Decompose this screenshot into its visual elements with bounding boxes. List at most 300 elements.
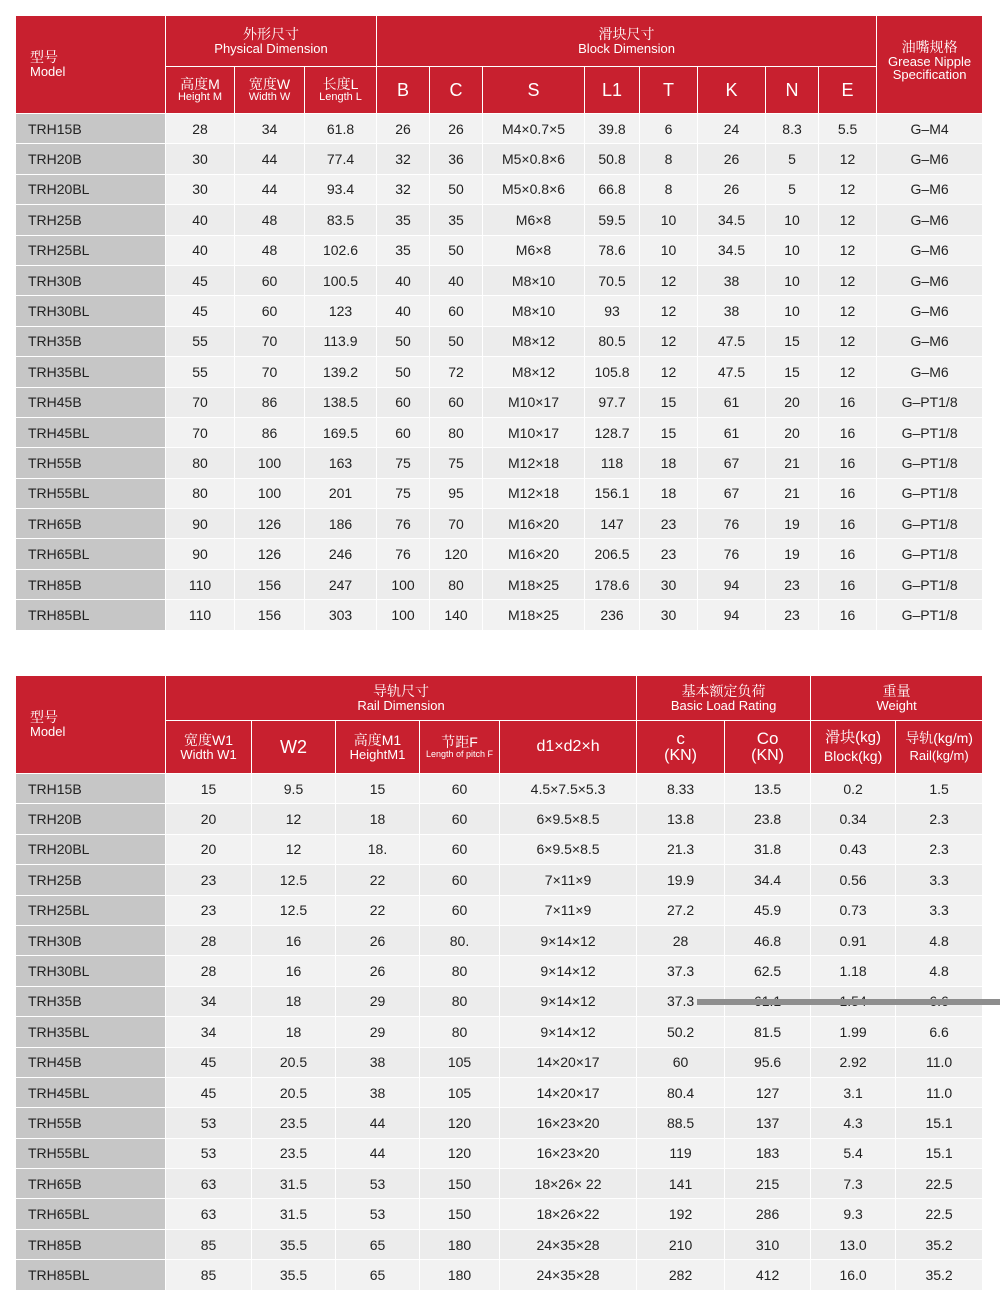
value-cell: 34.4	[725, 865, 811, 895]
value-cell: 50	[430, 174, 483, 204]
table-row	[16, 326, 983, 356]
model-cell: TRH35B	[16, 326, 166, 356]
value-cell: 119	[637, 1138, 725, 1168]
table-row	[16, 144, 983, 174]
value-cell: 138.5	[305, 387, 377, 417]
value-cell: M4×0.7×5	[483, 114, 585, 144]
value-cell: 18	[640, 478, 698, 508]
value-cell: G–PT1/8	[877, 478, 983, 508]
value-cell: 55	[166, 357, 235, 387]
value-cell: 65	[336, 1229, 420, 1259]
value-cell: 13.0	[811, 1229, 896, 1259]
value-cell: G–M6	[877, 144, 983, 174]
value-cell: 113.9	[305, 326, 377, 356]
value-cell: M12×18	[483, 448, 585, 478]
value-cell: 10	[640, 205, 698, 235]
value-cell: 6×9.5×8.5	[500, 804, 637, 834]
value-cell: M8×10	[483, 296, 585, 326]
value-cell: 26	[336, 956, 420, 986]
value-cell: 40	[166, 205, 235, 235]
value-cell: 156.1	[585, 478, 640, 508]
value-cell: 126	[235, 509, 305, 539]
value-cell: 60	[377, 417, 430, 447]
value-cell: 18	[336, 804, 420, 834]
value-cell: 22.5	[896, 1199, 983, 1229]
table-row	[16, 357, 983, 387]
value-cell: 0.2	[811, 774, 896, 804]
value-cell: 15	[336, 774, 420, 804]
model-header-2: 型号 Model	[16, 676, 166, 774]
value-cell: 183	[725, 1138, 811, 1168]
value-cell: 31.5	[252, 1169, 336, 1199]
value-cell: M5×0.8×6	[483, 144, 585, 174]
weight-header: 重量 Weight	[811, 676, 983, 721]
value-cell: 137	[725, 1108, 811, 1138]
value-cell: 15	[766, 326, 819, 356]
value-cell: 126	[235, 539, 305, 569]
value-cell: 21	[766, 478, 819, 508]
value-cell: 16	[252, 925, 336, 955]
col-b-header: B	[377, 67, 430, 114]
value-cell: 100	[377, 569, 430, 599]
value-cell: 12	[640, 296, 698, 326]
value-cell: 30	[166, 144, 235, 174]
value-cell: 30	[640, 600, 698, 630]
value-cell: 35	[430, 205, 483, 235]
value-cell: 67	[698, 448, 766, 478]
value-cell: 63	[166, 1199, 252, 1229]
value-cell: 23.5	[252, 1138, 336, 1168]
value-cell: 9×14×12	[500, 986, 637, 1016]
value-cell: 38	[336, 1077, 420, 1107]
value-cell: 123	[305, 296, 377, 326]
value-cell: 35	[377, 235, 430, 265]
value-cell: 67	[698, 478, 766, 508]
value-cell: 16	[819, 569, 877, 599]
value-cell: 7.3	[811, 1169, 896, 1199]
table-row	[16, 1077, 983, 1107]
value-cell: 75	[377, 448, 430, 478]
value-cell: 97.7	[585, 387, 640, 417]
value-cell: 12	[819, 144, 877, 174]
block-dimension-rows	[16, 114, 983, 631]
value-cell: 3.1	[811, 1077, 896, 1107]
value-cell: 81.5	[725, 1017, 811, 1047]
value-cell: 18×26× 22	[500, 1169, 637, 1199]
table-row	[16, 600, 983, 630]
value-cell: 15	[766, 357, 819, 387]
value-cell: 35.2	[896, 1260, 983, 1290]
value-cell: 5.4	[811, 1138, 896, 1168]
value-cell: 27.2	[637, 895, 725, 925]
value-cell: 35.5	[252, 1260, 336, 1290]
value-cell: 60	[235, 296, 305, 326]
model-cell: TRH85B	[16, 1229, 166, 1259]
value-cell: 12	[819, 326, 877, 356]
value-cell: 45	[166, 1047, 252, 1077]
value-cell: 23.8	[725, 804, 811, 834]
value-cell: 16	[819, 478, 877, 508]
block-weight-header: 滑块(kg) Block(kg)	[811, 721, 896, 774]
pitch-f-header: 节距F Length of pitch F	[420, 721, 500, 774]
value-cell: M8×10	[483, 265, 585, 295]
value-cell: 12	[252, 834, 336, 864]
value-cell: M6×8	[483, 205, 585, 235]
table-row	[16, 1017, 983, 1047]
value-cell: 80	[420, 1017, 500, 1047]
table-row	[16, 1047, 983, 1077]
value-cell: 4.5×7.5×5.3	[500, 774, 637, 804]
value-cell: 12	[640, 326, 698, 356]
value-cell: 83.5	[305, 205, 377, 235]
model-cell: TRH25B	[16, 865, 166, 895]
table-row	[16, 174, 983, 204]
value-cell: G–PT1/8	[877, 387, 983, 417]
value-cell: 20.5	[252, 1047, 336, 1077]
value-cell: 31.5	[252, 1199, 336, 1229]
value-cell: G–PT1/8	[877, 569, 983, 599]
value-cell: 9.5	[252, 774, 336, 804]
model-cell: TRH15B	[16, 774, 166, 804]
model-cell: TRH55BL	[16, 478, 166, 508]
value-cell: 50	[377, 357, 430, 387]
model-cell: TRH45BL	[16, 417, 166, 447]
value-cell: 53	[166, 1108, 252, 1138]
value-cell: 12.5	[252, 895, 336, 925]
table-row	[16, 205, 983, 235]
value-cell: 169.5	[305, 417, 377, 447]
table-row	[16, 235, 983, 265]
value-cell: 48	[235, 235, 305, 265]
value-cell: 16	[819, 417, 877, 447]
model-cell: TRH20B	[16, 804, 166, 834]
value-cell: 10	[766, 205, 819, 235]
value-cell: M6×8	[483, 235, 585, 265]
table-row	[16, 569, 983, 599]
model-cell: TRH30B	[16, 265, 166, 295]
value-cell: 120	[420, 1138, 500, 1168]
value-cell: 20	[166, 804, 252, 834]
block-dimension-table	[15, 15, 983, 631]
value-cell: 40	[430, 265, 483, 295]
basic-load-rating-header: 基本额定负荷 Basic Load Rating	[637, 676, 811, 721]
value-cell: 0.56	[811, 865, 896, 895]
value-cell: 18	[252, 986, 336, 1016]
value-cell: 100	[377, 600, 430, 630]
scroll-line-overlay	[697, 999, 1000, 1005]
model-cell: TRH30BL	[16, 296, 166, 326]
value-cell: 8	[640, 174, 698, 204]
value-cell: 16	[819, 387, 877, 417]
value-cell: 9×14×12	[500, 1017, 637, 1047]
value-cell: M8×12	[483, 326, 585, 356]
model-cell: TRH35BL	[16, 1017, 166, 1047]
table-row	[16, 387, 983, 417]
value-cell: G–M6	[877, 174, 983, 204]
value-cell: 120	[420, 1108, 500, 1138]
model-cell: TRH45B	[16, 1047, 166, 1077]
value-cell: 24×35×28	[500, 1260, 637, 1290]
value-cell: 4.8	[896, 925, 983, 955]
rail-dimension-rows	[16, 774, 983, 1291]
value-cell: 7×11×9	[500, 865, 637, 895]
value-cell: 10	[766, 296, 819, 326]
value-cell: M10×17	[483, 387, 585, 417]
value-cell: 8.3	[766, 114, 819, 144]
col-e-header: E	[819, 67, 877, 114]
value-cell: 16.0	[811, 1260, 896, 1290]
value-cell: 2.3	[896, 834, 983, 864]
value-cell: G–M6	[877, 326, 983, 356]
value-cell: 86	[235, 417, 305, 447]
value-cell: 10	[640, 235, 698, 265]
value-cell: 45	[166, 265, 235, 295]
value-cell: 7×11×9	[500, 895, 637, 925]
value-cell: 44	[235, 174, 305, 204]
table-row	[16, 539, 983, 569]
value-cell: 2.3	[896, 804, 983, 834]
value-cell: 186	[305, 509, 377, 539]
value-cell: G–PT1/8	[877, 539, 983, 569]
value-cell: 60	[420, 834, 500, 864]
value-cell: 62.5	[725, 956, 811, 986]
value-cell: M18×25	[483, 600, 585, 630]
rail-weight-header: 导轨(kg/m) Rail(kg/m)	[896, 721, 983, 774]
value-cell: 10	[766, 265, 819, 295]
value-cell: 16×23×20	[500, 1138, 637, 1168]
value-cell: 9.3	[811, 1199, 896, 1229]
value-cell: 156	[235, 569, 305, 599]
value-cell: 20.5	[252, 1077, 336, 1107]
value-cell: 34.5	[698, 235, 766, 265]
value-cell: 23	[640, 509, 698, 539]
value-cell: 80	[420, 986, 500, 1016]
value-cell: 94	[698, 600, 766, 630]
value-cell: M12×18	[483, 478, 585, 508]
height-m1-header: 高度M1 HeightM1	[336, 721, 420, 774]
value-cell: 105	[420, 1077, 500, 1107]
value-cell: 22.5	[896, 1169, 983, 1199]
value-cell: 12	[819, 296, 877, 326]
value-cell: 93.4	[305, 174, 377, 204]
table-row	[16, 1260, 983, 1290]
value-cell: 21	[766, 448, 819, 478]
table-row	[16, 1138, 983, 1168]
value-cell: 34	[166, 986, 252, 1016]
value-cell: 105	[420, 1047, 500, 1077]
value-cell: 9×14×12	[500, 956, 637, 986]
value-cell: 16	[819, 600, 877, 630]
value-cell: 26	[430, 114, 483, 144]
value-cell: G–M6	[877, 357, 983, 387]
value-cell: 6.6	[896, 1017, 983, 1047]
value-cell: 45	[166, 296, 235, 326]
model-cell: TRH55BL	[16, 1138, 166, 1168]
value-cell: 128.7	[585, 417, 640, 447]
value-cell: 60	[235, 265, 305, 295]
value-cell: 19.9	[637, 865, 725, 895]
value-cell: 303	[305, 600, 377, 630]
value-cell: 29	[336, 1017, 420, 1047]
value-cell: 11.0	[896, 1047, 983, 1077]
value-cell: 12	[640, 357, 698, 387]
value-cell: 20	[766, 387, 819, 417]
value-cell: M8×12	[483, 357, 585, 387]
value-cell: 95.6	[725, 1047, 811, 1077]
value-cell: 40	[166, 235, 235, 265]
value-cell: 14×20×17	[500, 1047, 637, 1077]
value-cell: G–M6	[877, 265, 983, 295]
value-cell: 178.6	[585, 569, 640, 599]
table-row	[16, 865, 983, 895]
value-cell: 21.3	[637, 834, 725, 864]
value-cell: 147	[585, 509, 640, 539]
model-cell: TRH55B	[16, 448, 166, 478]
value-cell: 6×9.5×8.5	[500, 834, 637, 864]
value-cell: 12	[819, 357, 877, 387]
value-cell: 13.8	[637, 804, 725, 834]
value-cell: 50	[377, 326, 430, 356]
value-cell: 30	[166, 174, 235, 204]
model-cell: TRH20B	[16, 144, 166, 174]
value-cell: 28	[637, 925, 725, 955]
value-cell: 47.5	[698, 357, 766, 387]
value-cell: 5	[766, 174, 819, 204]
value-cell: 28	[166, 956, 252, 986]
value-cell: 9×14×12	[500, 925, 637, 955]
value-cell: 141	[637, 1169, 725, 1199]
value-cell: 6	[640, 114, 698, 144]
value-cell: 23	[166, 895, 252, 925]
value-cell: 140	[430, 600, 483, 630]
table-row	[16, 417, 983, 447]
value-cell: 61.8	[305, 114, 377, 144]
model-cell: TRH25BL	[16, 895, 166, 925]
value-cell: 30	[640, 569, 698, 599]
model-cell: TRH35B	[16, 986, 166, 1016]
value-cell: 20	[166, 834, 252, 864]
value-cell: 60	[430, 387, 483, 417]
height-m-header: 高度M Height M	[166, 67, 235, 114]
value-cell: 53	[166, 1138, 252, 1168]
value-cell: 35.5	[252, 1229, 336, 1259]
length-l-header: 长度L Length L	[305, 67, 377, 114]
value-cell: 23	[766, 569, 819, 599]
value-cell: 60	[637, 1047, 725, 1077]
value-cell: M10×17	[483, 417, 585, 447]
value-cell: G–PT1/8	[877, 600, 983, 630]
value-cell: 19	[766, 539, 819, 569]
value-cell: 12	[819, 265, 877, 295]
value-cell: 88.5	[637, 1108, 725, 1138]
value-cell: 60	[420, 804, 500, 834]
value-cell: 100.5	[305, 265, 377, 295]
value-cell: 150	[420, 1199, 500, 1229]
value-cell: 1.99	[811, 1017, 896, 1047]
value-cell: 40	[377, 265, 430, 295]
table-row	[16, 895, 983, 925]
value-cell: 39.8	[585, 114, 640, 144]
d1-d2-h-header: d1×d2×h	[500, 721, 637, 774]
value-cell: 61	[698, 387, 766, 417]
value-cell: 80.5	[585, 326, 640, 356]
value-cell: 94	[698, 569, 766, 599]
value-cell: 26	[377, 114, 430, 144]
value-cell: 38	[698, 296, 766, 326]
value-cell: 18.	[336, 834, 420, 864]
table-row	[16, 509, 983, 539]
value-cell: 36	[430, 144, 483, 174]
value-cell: 45.9	[725, 895, 811, 925]
value-cell: 50	[430, 235, 483, 265]
value-cell: 215	[725, 1169, 811, 1199]
value-cell: 310	[725, 1229, 811, 1259]
table-row	[16, 1199, 983, 1229]
value-cell: 15	[166, 774, 252, 804]
value-cell: 110	[166, 600, 235, 630]
w2-header: W2	[252, 721, 336, 774]
model-cell: TRH20BL	[16, 834, 166, 864]
value-cell: 24×35×28	[500, 1229, 637, 1259]
value-cell: 61	[698, 417, 766, 447]
value-cell: 59.5	[585, 205, 640, 235]
value-cell: 80	[420, 956, 500, 986]
model-header: 型号 Model	[16, 16, 166, 114]
model-cell: TRH30BL	[16, 956, 166, 986]
col-n-header: N	[766, 67, 819, 114]
value-cell: 139.2	[305, 357, 377, 387]
value-cell: 118	[585, 448, 640, 478]
model-cell: TRH15B	[16, 114, 166, 144]
value-cell: 85	[166, 1229, 252, 1259]
value-cell: 22	[336, 865, 420, 895]
model-cell: TRH85BL	[16, 1260, 166, 1290]
value-cell: 29	[336, 986, 420, 1016]
value-cell: 80	[430, 417, 483, 447]
table-row	[16, 925, 983, 955]
value-cell: 76	[698, 539, 766, 569]
value-cell: 5.5	[819, 114, 877, 144]
table-row	[16, 1229, 983, 1259]
value-cell: 236	[585, 600, 640, 630]
value-cell: 50.2	[637, 1017, 725, 1047]
value-cell: 44	[336, 1108, 420, 1138]
value-cell: 53	[336, 1199, 420, 1229]
value-cell: G–PT1/8	[877, 417, 983, 447]
rail-dimension-header: 导轨尺寸 Rail Dimension	[166, 676, 637, 721]
table-row	[16, 478, 983, 508]
value-cell: 0.43	[811, 834, 896, 864]
value-cell: 53	[336, 1169, 420, 1199]
value-cell: 38	[698, 265, 766, 295]
grease-nipple-header: 油嘴规格 Grease Nipple Specification	[877, 16, 983, 114]
table-row	[16, 448, 983, 478]
value-cell: 10	[766, 235, 819, 265]
value-cell: 31.8	[725, 834, 811, 864]
value-cell: 75	[430, 448, 483, 478]
value-cell: 70	[235, 357, 305, 387]
value-cell: 46.8	[725, 925, 811, 955]
value-cell: 3.3	[896, 895, 983, 925]
value-cell: 16	[819, 448, 877, 478]
value-cell: 34	[166, 1017, 252, 1047]
value-cell: 48	[235, 205, 305, 235]
value-cell: 163	[305, 448, 377, 478]
load-co-header: Co (KN)	[725, 721, 811, 774]
table-row	[16, 774, 983, 804]
value-cell: 76	[377, 509, 430, 539]
value-cell: 28	[166, 114, 235, 144]
